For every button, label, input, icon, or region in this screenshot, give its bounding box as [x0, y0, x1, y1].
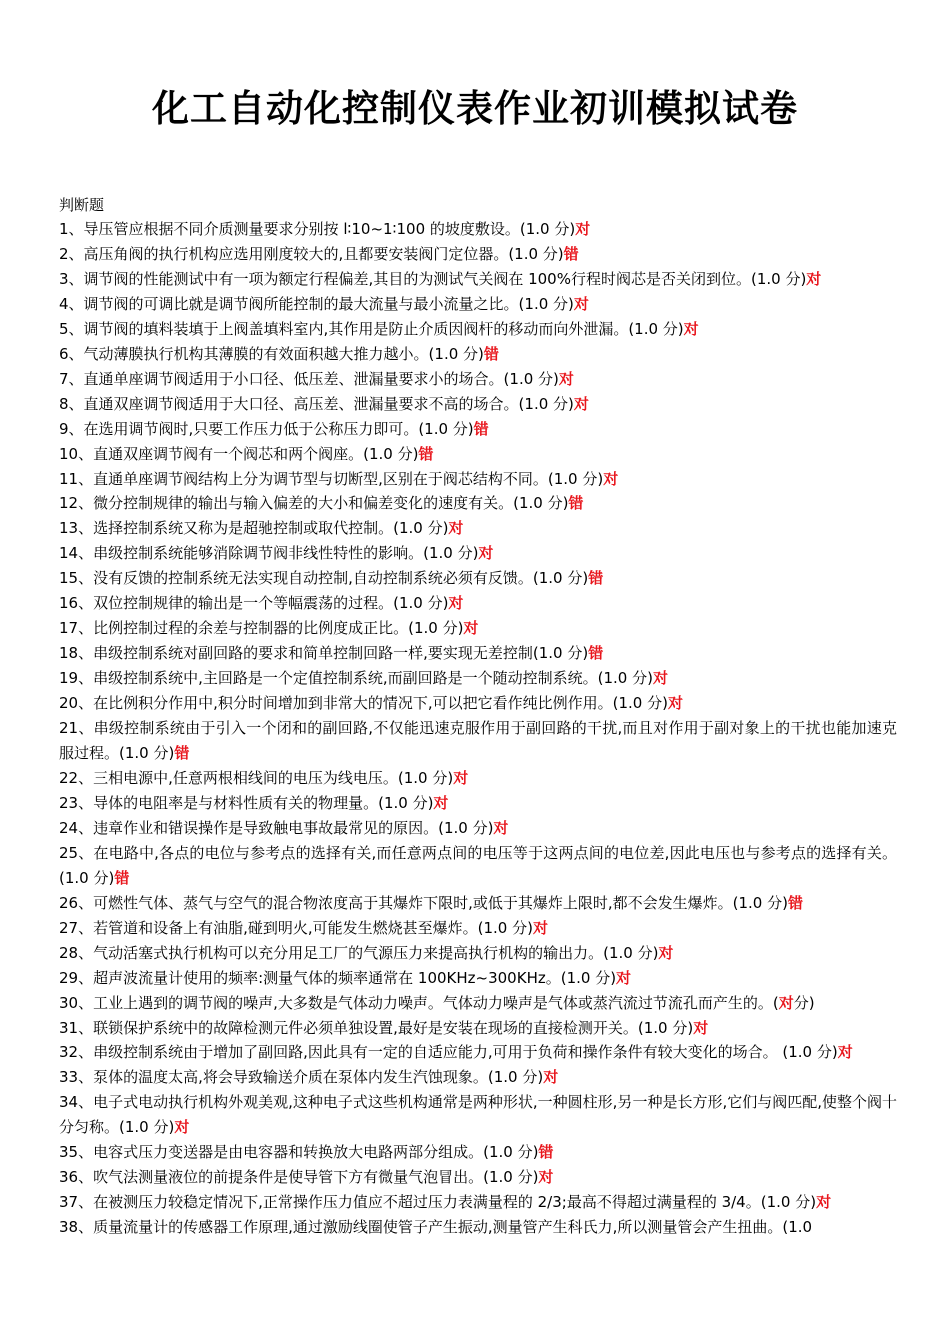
- question-item: [59, 616, 897, 641]
- answer-mark: 对: [532, 918, 548, 937]
- question-item: [59, 991, 897, 1016]
- question-item: [59, 1165, 897, 1190]
- question-item: [59, 966, 897, 991]
- question-text: 37、在被测压力较稳定情况下,正常操作压力值应不超过压力表满量程的 2/3;最高不得超过满量程的 3/4。(1.0 分): [59, 1193, 817, 1212]
- question-item: [59, 1140, 897, 1165]
- answer-mark: 对: [667, 694, 683, 713]
- answer-mark: 错: [418, 444, 434, 463]
- question-text: 28、气动活塞式执行机构可以充分用足工厂的气源压力来提高执行机构的输出力。(1.0 分): [59, 943, 659, 962]
- answer-mark: 对: [693, 1018, 709, 1037]
- question-text: 34、电子式电动执行机构外观美观,这种电子式这些机构通常是两种形状,一种圆柱形,另一种是长方形,它们与阀匹配,使整个阀十分匀称。(1.0 分): [59, 1093, 897, 1137]
- question-item: [59, 1040, 897, 1065]
- answer-mark: 对: [806, 269, 822, 288]
- answer-mark: 错: [473, 419, 489, 438]
- question-text: 23、导体的电阻率是与材料性质有关的物理量。(1.0 分): [59, 793, 434, 812]
- question-item: [59, 566, 897, 591]
- answer-mark: 对: [816, 1193, 832, 1212]
- question-item: [59, 367, 897, 392]
- question-text: 33、泵体的温度太高,将会导致输送介质在泵体内发生汽蚀现象。(1.0 分): [59, 1068, 544, 1087]
- answer-mark: 对: [174, 1118, 190, 1137]
- question-text: 14、串级控制系统能够消除调节阀非线性特性的影响。(1.0 分): [59, 544, 479, 563]
- answer-mark: 对: [448, 594, 464, 613]
- question-item: [59, 442, 897, 467]
- question-text: 5、调节阀的填料装填于上阀盖填料室内,其作用是防止介质因阀杆的移动而向外泄漏。(1.0 分): [59, 319, 684, 338]
- answer-mark: 对: [478, 544, 494, 563]
- question-text: 24、违章作业和错误操作是导致触电事故最常见的原因。(1.0 分): [59, 818, 494, 837]
- question-text: 18、串级控制系统对副回路的要求和简单控制回路一样,要实现无差控制(1.0 分): [59, 644, 589, 663]
- answer-mark: 对: [463, 619, 479, 638]
- question-text: 27、若管道和设备上有油脂,碰到明火,可能发生燃烧甚至爆炸。(1.0 分): [59, 918, 533, 937]
- answer-mark: 对: [493, 818, 509, 837]
- question-text: 6、气动薄膜执行机构其薄膜的有效面积越大推力越小。(1.0 分): [59, 344, 484, 363]
- answer-mark: 对: [778, 993, 794, 1012]
- question-text: 25、在电路中,各点的电位与参考点的选择有关,而任意两点间的电压等于这两点间的电位差,因此电压也与参考点的选择有关。(1.0 分): [59, 843, 897, 887]
- answer-mark: 错: [568, 494, 584, 513]
- question-text: 19、串级控制系统中,主回路是一个定值控制系统,而副回路是一个随动控制系统。(1.0 分): [59, 669, 653, 688]
- question-text: 11、直通单座调节阀结构上分为调节型与切断型,区别在于阀芯结构不同。(1.0 分): [59, 469, 604, 488]
- question-text: 12、微分控制规律的输出与输入偏差的大小和偏差变化的速度有关。(1.0 分): [59, 494, 569, 513]
- question-text: 29、超声波流量计使用的频率:测量气体的频率通常在 100KHz~300KHz。(1.0 分): [59, 968, 617, 987]
- answer-mark: 对: [558, 369, 574, 388]
- answer-mark: 对: [538, 1168, 554, 1187]
- question-item: [59, 292, 897, 317]
- question-item: [59, 941, 897, 966]
- question-item: [59, 641, 897, 666]
- question-item: [59, 716, 897, 766]
- question-text: 30、工业上遇到的调节阀的噪声,大多数是气体动力噪声。气体动力噪声是气体或蒸汽流过节流孔而产生的。(: [59, 993, 779, 1012]
- answer-mark: 错: [174, 744, 190, 763]
- question-item: [59, 491, 897, 516]
- question-item: [59, 1190, 897, 1215]
- question-suffix: 分): [793, 993, 815, 1012]
- answer-mark: 对: [658, 943, 674, 962]
- question-item: [59, 1215, 897, 1240]
- question-item: [59, 417, 897, 442]
- question-item: [59, 841, 897, 891]
- answer-mark: 对: [573, 394, 589, 413]
- question-item: [59, 666, 897, 691]
- answer-mark: 对: [837, 1043, 853, 1062]
- question-item: [59, 591, 897, 616]
- question-item: [59, 791, 897, 816]
- question-item: [59, 691, 897, 716]
- answer-mark: 错: [563, 244, 579, 263]
- question-text: 21、串级控制系统由于引入一个闭和的副回路,不仅能迅速克服作用于副回路的干扰,而且对作用于副对象上的干扰也能加速克服过程。(1.0 分): [59, 719, 897, 763]
- answer-mark: 对: [573, 294, 589, 313]
- question-text: 10、直通双座调节阀有一个阀芯和两个阀座。(1.0 分): [59, 444, 419, 463]
- question-text: 8、直通双座调节阀适用于大口径、高压差、泄漏量要求不高的场合。(1.0 分): [59, 394, 574, 413]
- question-text: 1、导压管应根据不同介质测量要求分别按 l∶10~1∶100 的坡度敷设。(1.0 分): [59, 220, 576, 238]
- question-text: 35、电容式压力变送器是由电容器和转换放大电路两部分组成。(1.0 分): [59, 1143, 539, 1162]
- answer-mark: 错: [588, 569, 604, 588]
- question-item: [59, 891, 897, 916]
- question-item: [59, 1016, 897, 1041]
- question-list: [59, 217, 897, 1240]
- question-text: 4、调节阀的可调比就是调节阀所能控制的最大流量与最小流量之比。(1.0 分): [59, 294, 574, 313]
- question-item: [59, 392, 897, 417]
- answer-mark: 对: [603, 469, 619, 488]
- answer-mark: 错: [538, 1143, 554, 1162]
- question-item: [59, 242, 897, 267]
- question-text: 36、吹气法测量液位的前提条件是使导管下方有微量气泡冒出。(1.0 分): [59, 1168, 539, 1187]
- question-item: [59, 916, 897, 941]
- answer-mark: 错: [114, 868, 130, 887]
- answer-mark: 对: [453, 768, 469, 787]
- answer-mark: 错: [588, 644, 604, 663]
- question-text: 31、联锁保护系统中的故障检测元件必须单独设置,最好是安装在现场的直接检测开关。(1.0 分): [59, 1018, 694, 1037]
- question-text: 16、双位控制规律的输出是一个等幅震荡的过程。(1.0 分): [59, 594, 449, 613]
- question-text: 22、三相电源中,任意两根相线间的电压为线电压。(1.0 分): [59, 768, 454, 787]
- document-title: 化工自动化控制仪表作业初训模拟试卷: [152, 86, 798, 130]
- question-text: 38、质量流量计的传感器工作原理,通过激励线圈使管子产生振动,测量管产生科氏力,所以测量管会产生扭曲。(1.0: [59, 1218, 813, 1237]
- question-text: 2、高压角阀的执行机构应选用刚度较大的,且都要安装阀门定位器。(1.0 分): [59, 244, 564, 263]
- question-text: 13、选择控制系统又称为是超驰控制或取代控制。(1.0 分): [59, 519, 449, 538]
- question-item: [59, 342, 897, 367]
- answer-mark: 错: [787, 893, 803, 912]
- section-heading: 判断题: [59, 196, 105, 214]
- question-item: [59, 816, 897, 841]
- answer-mark: 对: [433, 793, 449, 812]
- question-text: 32、串级控制系统由于增加了副回路,因此具有一定的自适应能力,可用于负荷和操作条件有较大变化的场合。 (1.0 分): [59, 1043, 838, 1062]
- question-item: [59, 766, 897, 791]
- question-text: 17、比例控制过程的余差与控制器的比例度成正比。(1.0 分): [59, 619, 464, 638]
- question-text: 20、在比例积分作用中,积分时间增加到非常大的情况下,可以把它看作纯比例作用。(1.0 分): [59, 694, 668, 713]
- answer-mark: 对: [616, 968, 632, 987]
- answer-mark: 对: [575, 220, 591, 238]
- question-item: [59, 467, 897, 492]
- answer-mark: 对: [652, 669, 668, 688]
- question-item: [59, 1065, 897, 1090]
- question-text: 9、在选用调节阀时,只要工作压力低于公称压力即可。(1.0 分): [59, 419, 474, 438]
- answer-mark: 错: [483, 344, 499, 363]
- question-item: [59, 516, 897, 541]
- answer-mark: 对: [683, 319, 699, 338]
- question-text: 26、可燃性气体、蒸气与空气的混合物浓度高于其爆炸下限时,或低于其爆炸上限时,都不会发生爆炸。(1.0 分): [59, 893, 788, 912]
- question-item: [59, 267, 897, 292]
- question-text: 15、没有反馈的控制系统无法实现自动控制,自动控制系统必须有反馈。(1.0 分): [59, 569, 589, 588]
- answer-mark: 对: [448, 519, 464, 538]
- question-item: [59, 541, 897, 566]
- question-item: [59, 317, 897, 342]
- question-text: 3、调节阀的性能测试中有一项为额定行程偏差,其目的为测试气关阀在 100%行程时阀芯是否关闭到位。(1.0 分): [59, 269, 807, 288]
- question-item: [59, 217, 897, 242]
- question-item: [59, 1090, 897, 1140]
- question-text: 7、直通单座调节阀适用于小口径、低压差、泄漏量要求小的场合。(1.0 分): [59, 369, 559, 388]
- answer-mark: 对: [543, 1068, 559, 1087]
